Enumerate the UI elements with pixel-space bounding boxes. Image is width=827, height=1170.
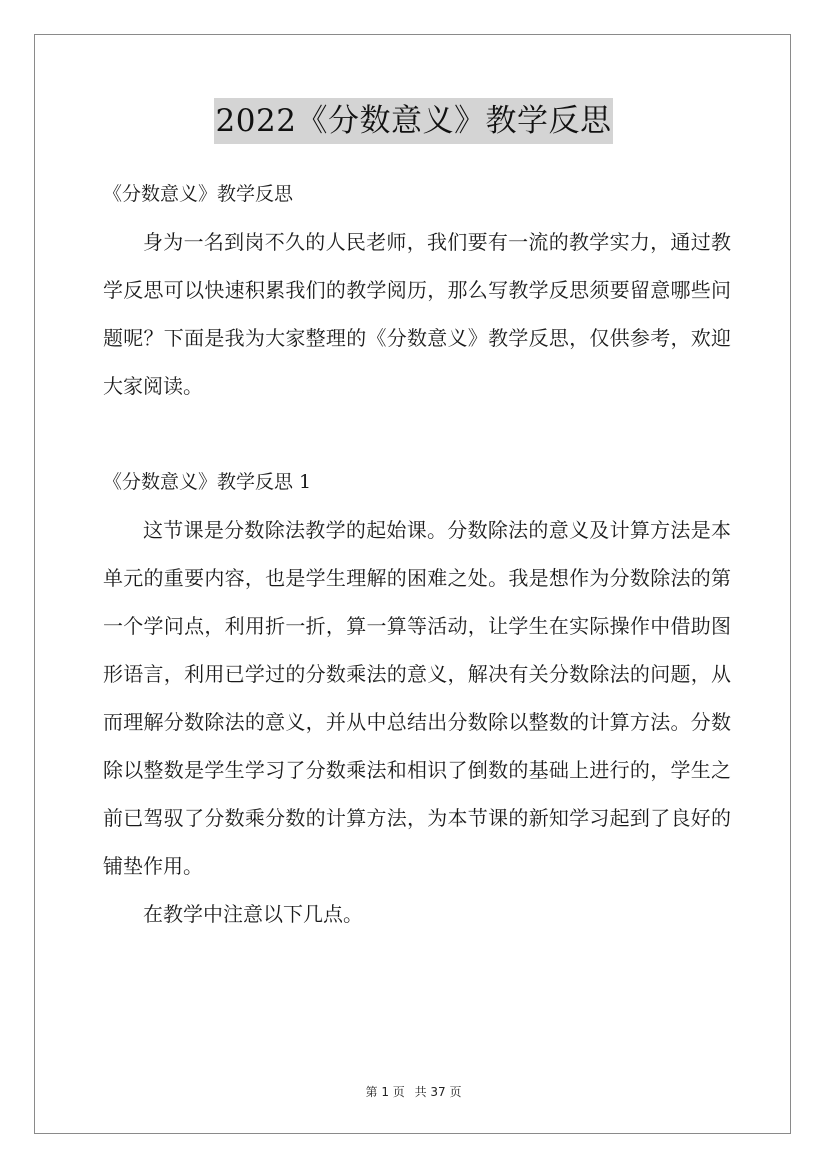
document-title: 2022《分数意义》教学反思	[214, 98, 614, 144]
page-total: 共 37 页	[414, 1085, 462, 1099]
page-footer	[0, 1083, 827, 1100]
section1-paragraph-2: 在教学中注意以下几点。	[143, 902, 363, 926]
intro-heading: 《分数意义》教学反思	[103, 183, 294, 205]
document-body	[103, 170, 731, 938]
section1-heading: 《分数意义》教学反思 1	[103, 471, 312, 493]
section-spacer	[103, 410, 731, 458]
page-number: 第 1 页	[365, 1085, 405, 1099]
title-container	[0, 98, 827, 144]
section1-paragraph-1: 这节课是分数除法教学的起始课。分数除法的意义及计算方法是本单元的重要内容，也是学生理解的困难之处。我是想作为分数除法的第一个学问点，利用折一折，算一算等活动，让学生在实际操作中借助图形语言，利用已学过的分数乘法的意义，解决有关分数除法的问题，从而理解分数除法的意义，并从中总结出分数除以整数的计算方法。分数除以整数是学生学习了分数乘法和相识了倒数的基础上进行的，学生之前已驾驭了分数乘分数的计算方法，为本节课的新知学习起到了良好的铺垫作用。	[103, 518, 731, 878]
intro-paragraph: 身为一名到岗不久的人民老师，我们要有一流的教学实力，通过教学反思可以快速积累我们的教学阅历，那么写教学反思须要留意哪些问题呢？下面是我为大家整理的《分数意义》教学反思，仅供参考，欢迎大家阅读。	[103, 230, 731, 398]
